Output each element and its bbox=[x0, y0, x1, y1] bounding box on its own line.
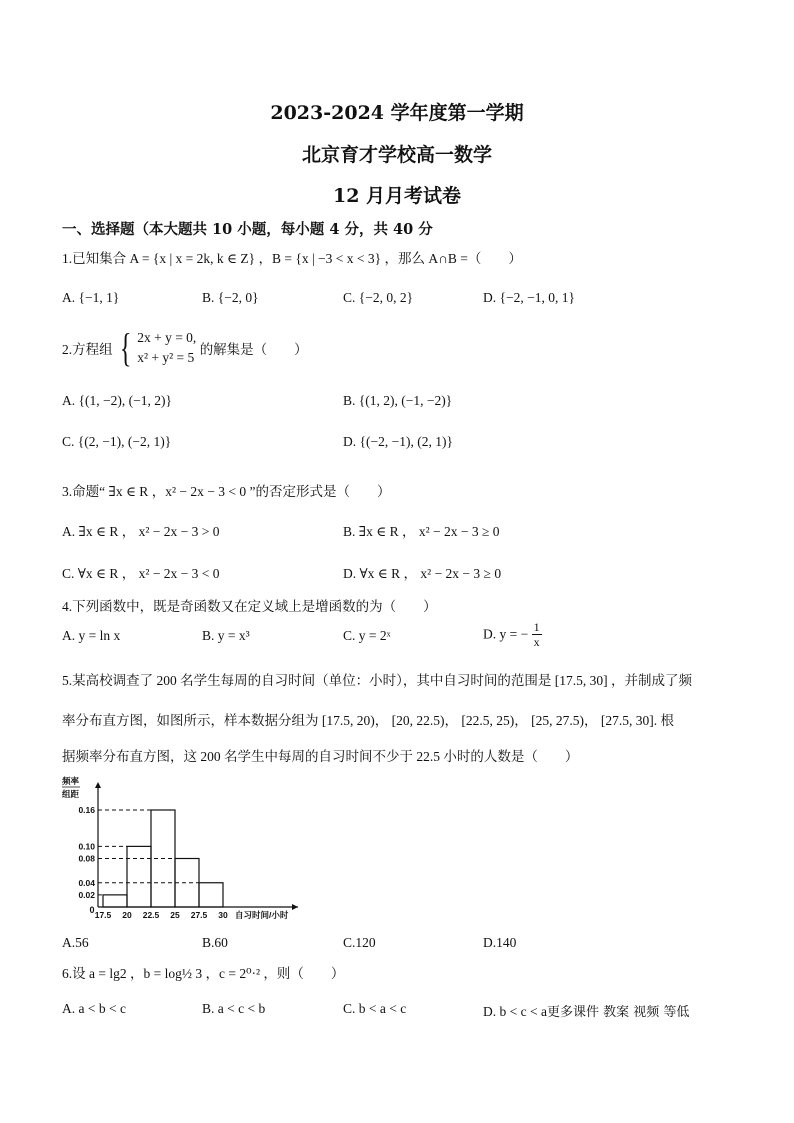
question-4-stem: 4.下列函数中，既是奇函数又在定义域上是增函数的为（ ） bbox=[62, 599, 437, 614]
question-2-option-a: A. {(1, −2), (−1, 2)} bbox=[62, 393, 172, 408]
question-4-option-d bbox=[483, 620, 542, 649]
question-1-option-d: D. {−2, −1, 0, 1} bbox=[483, 290, 575, 305]
question-3-option-d: D. ∀x ∈ R ， x² − 2x − 3 ≥ 0 bbox=[343, 566, 502, 581]
question-6-option-d-text: D. b < c < a bbox=[483, 1004, 547, 1019]
y-tick-label: 0.02 bbox=[78, 889, 95, 900]
equation-1: 2x + y = 0, bbox=[137, 330, 197, 345]
question-5-option-a: A.56 bbox=[62, 935, 89, 950]
equation-system bbox=[116, 325, 197, 370]
fraction bbox=[532, 620, 542, 649]
question-5-option-d: D.140 bbox=[483, 935, 517, 950]
x-tick-label: 25 bbox=[170, 910, 180, 920]
y-tick-label: 0.16 bbox=[78, 805, 95, 815]
question-2-option-b: B. {(1, 2), (−1, −2)} bbox=[343, 393, 453, 408]
y-tick-label: 0.10 bbox=[78, 841, 95, 852]
x-tick-label: 22.5 bbox=[142, 910, 160, 920]
brace-symbol: { bbox=[119, 325, 132, 370]
frequency-histogram bbox=[60, 772, 310, 927]
question-6-option-c: C. b < a < c bbox=[343, 1001, 407, 1016]
question-2-stem bbox=[62, 325, 308, 370]
exam-year-title: 2023-2024 学年度第一学期 bbox=[270, 102, 524, 124]
question-4-option-c: C. y = 2ˣ bbox=[343, 628, 391, 643]
trailing-watermark-text: 更多课件 教案 视频 等低 bbox=[546, 1005, 690, 1020]
question-1-option-a: A. {−1, 1} bbox=[62, 290, 120, 305]
question-5-option-c: C.120 bbox=[343, 935, 376, 950]
question-5-line-1: 5.某高校调查了 200 名学生每周的自习时间（单位：小时），其中自习时间的范围是 [17.5, 30] ，并制成了频 bbox=[62, 673, 692, 688]
x-axis-label: 自习时间/小时 bbox=[235, 910, 289, 920]
histogram-bar-5 bbox=[199, 883, 223, 907]
x-tick-label: 17.5 bbox=[94, 910, 112, 920]
fraction-denominator: x bbox=[533, 635, 540, 649]
y-tick-label: 0.08 bbox=[78, 853, 95, 864]
question-6-option-d bbox=[483, 1001, 689, 1020]
histogram-bar-2 bbox=[127, 846, 151, 907]
question-2-option-c: C. {(2, −1), (−2, 1)} bbox=[62, 434, 172, 449]
question-2-option-d: D. {(−2, −1), (2, 1)} bbox=[343, 434, 453, 449]
question-2-suffix: 的解集是（ ） bbox=[199, 342, 308, 357]
question-3-option-a: A. ∃x ∈ R ， x² − 2x − 3 > 0 bbox=[62, 524, 220, 539]
question-4-option-a: A. y = ln x bbox=[62, 628, 121, 643]
question-6-stem: 6.设 a = lg2 ，b = log½ 3 ，c = 2⁰·² ，则（ ） bbox=[62, 966, 345, 981]
section-1-heading: 一、选择题（本大题共 10 小题，每小题 4 分，共 40 分 bbox=[62, 221, 433, 238]
question-1-stem: 1.已知集合 A = {x | x = 2k, k ∈ Z} ，B = {x | −3 < x < 3} ，那么 A∩B =（ ） bbox=[62, 251, 522, 266]
origin-label: 0 bbox=[89, 905, 95, 915]
question-3-option-b: B. ∃x ∈ R ， x² − 2x − 3 ≥ 0 bbox=[343, 524, 500, 539]
y-tick-label: 0.04 bbox=[78, 877, 95, 888]
question-2-prefix: 2.方程组 bbox=[62, 342, 113, 357]
histogram-bar-1 bbox=[103, 895, 127, 907]
question-3-option-c: C. ∀x ∈ R ， x² − 2x − 3 < 0 bbox=[62, 566, 220, 581]
exam-school-title: 北京育才学校高一数学 bbox=[301, 144, 492, 166]
question-5-option-b: B.60 bbox=[202, 935, 228, 950]
question-5-line-2: 率分布直方图，如图所示，样本数据分组为 [17.5, 20)， [20, 22.5)， [22.5, 25)， [25, 27.5)， [27.5, 30]. 根 bbox=[62, 713, 674, 728]
x-axis-arrow bbox=[292, 904, 298, 910]
x-tick-label: 20 bbox=[122, 910, 132, 920]
question-1-option-c: C. {−2, 0, 2} bbox=[343, 290, 414, 305]
question-5-line-3: 据频率分布直方图，这 200 名学生中每周的自习时间不少于 22.5 小时的人数是（ ） bbox=[62, 749, 579, 764]
question-6-option-b: B. a < c < b bbox=[202, 1001, 266, 1016]
y-axis-arrow bbox=[95, 782, 101, 788]
x-tick-label: 27.5 bbox=[190, 910, 208, 920]
fraction-numerator: 1 bbox=[533, 620, 540, 634]
question-6-option-a: A. a < b < c bbox=[62, 1001, 126, 1016]
equation-2: x² + y² = 5 bbox=[137, 350, 195, 365]
question-4-option-b: B. y = x³ bbox=[202, 628, 250, 643]
x-tick-label: 30 bbox=[218, 910, 228, 920]
exam-name-title: 12 月月考试卷 bbox=[332, 185, 462, 207]
question-3-stem: 3.命题“ ∃x ∈ R ，x² − 2x − 3 < 0 ”的否定形式是（ ） bbox=[62, 484, 391, 499]
y-axis-label-line-1: 频率 bbox=[62, 776, 80, 786]
question-1-option-b: B. {−2, 0} bbox=[202, 290, 259, 305]
option-d-prefix: D. y = − bbox=[483, 626, 529, 642]
y-axis-label-line-2: 组距 bbox=[62, 789, 80, 799]
